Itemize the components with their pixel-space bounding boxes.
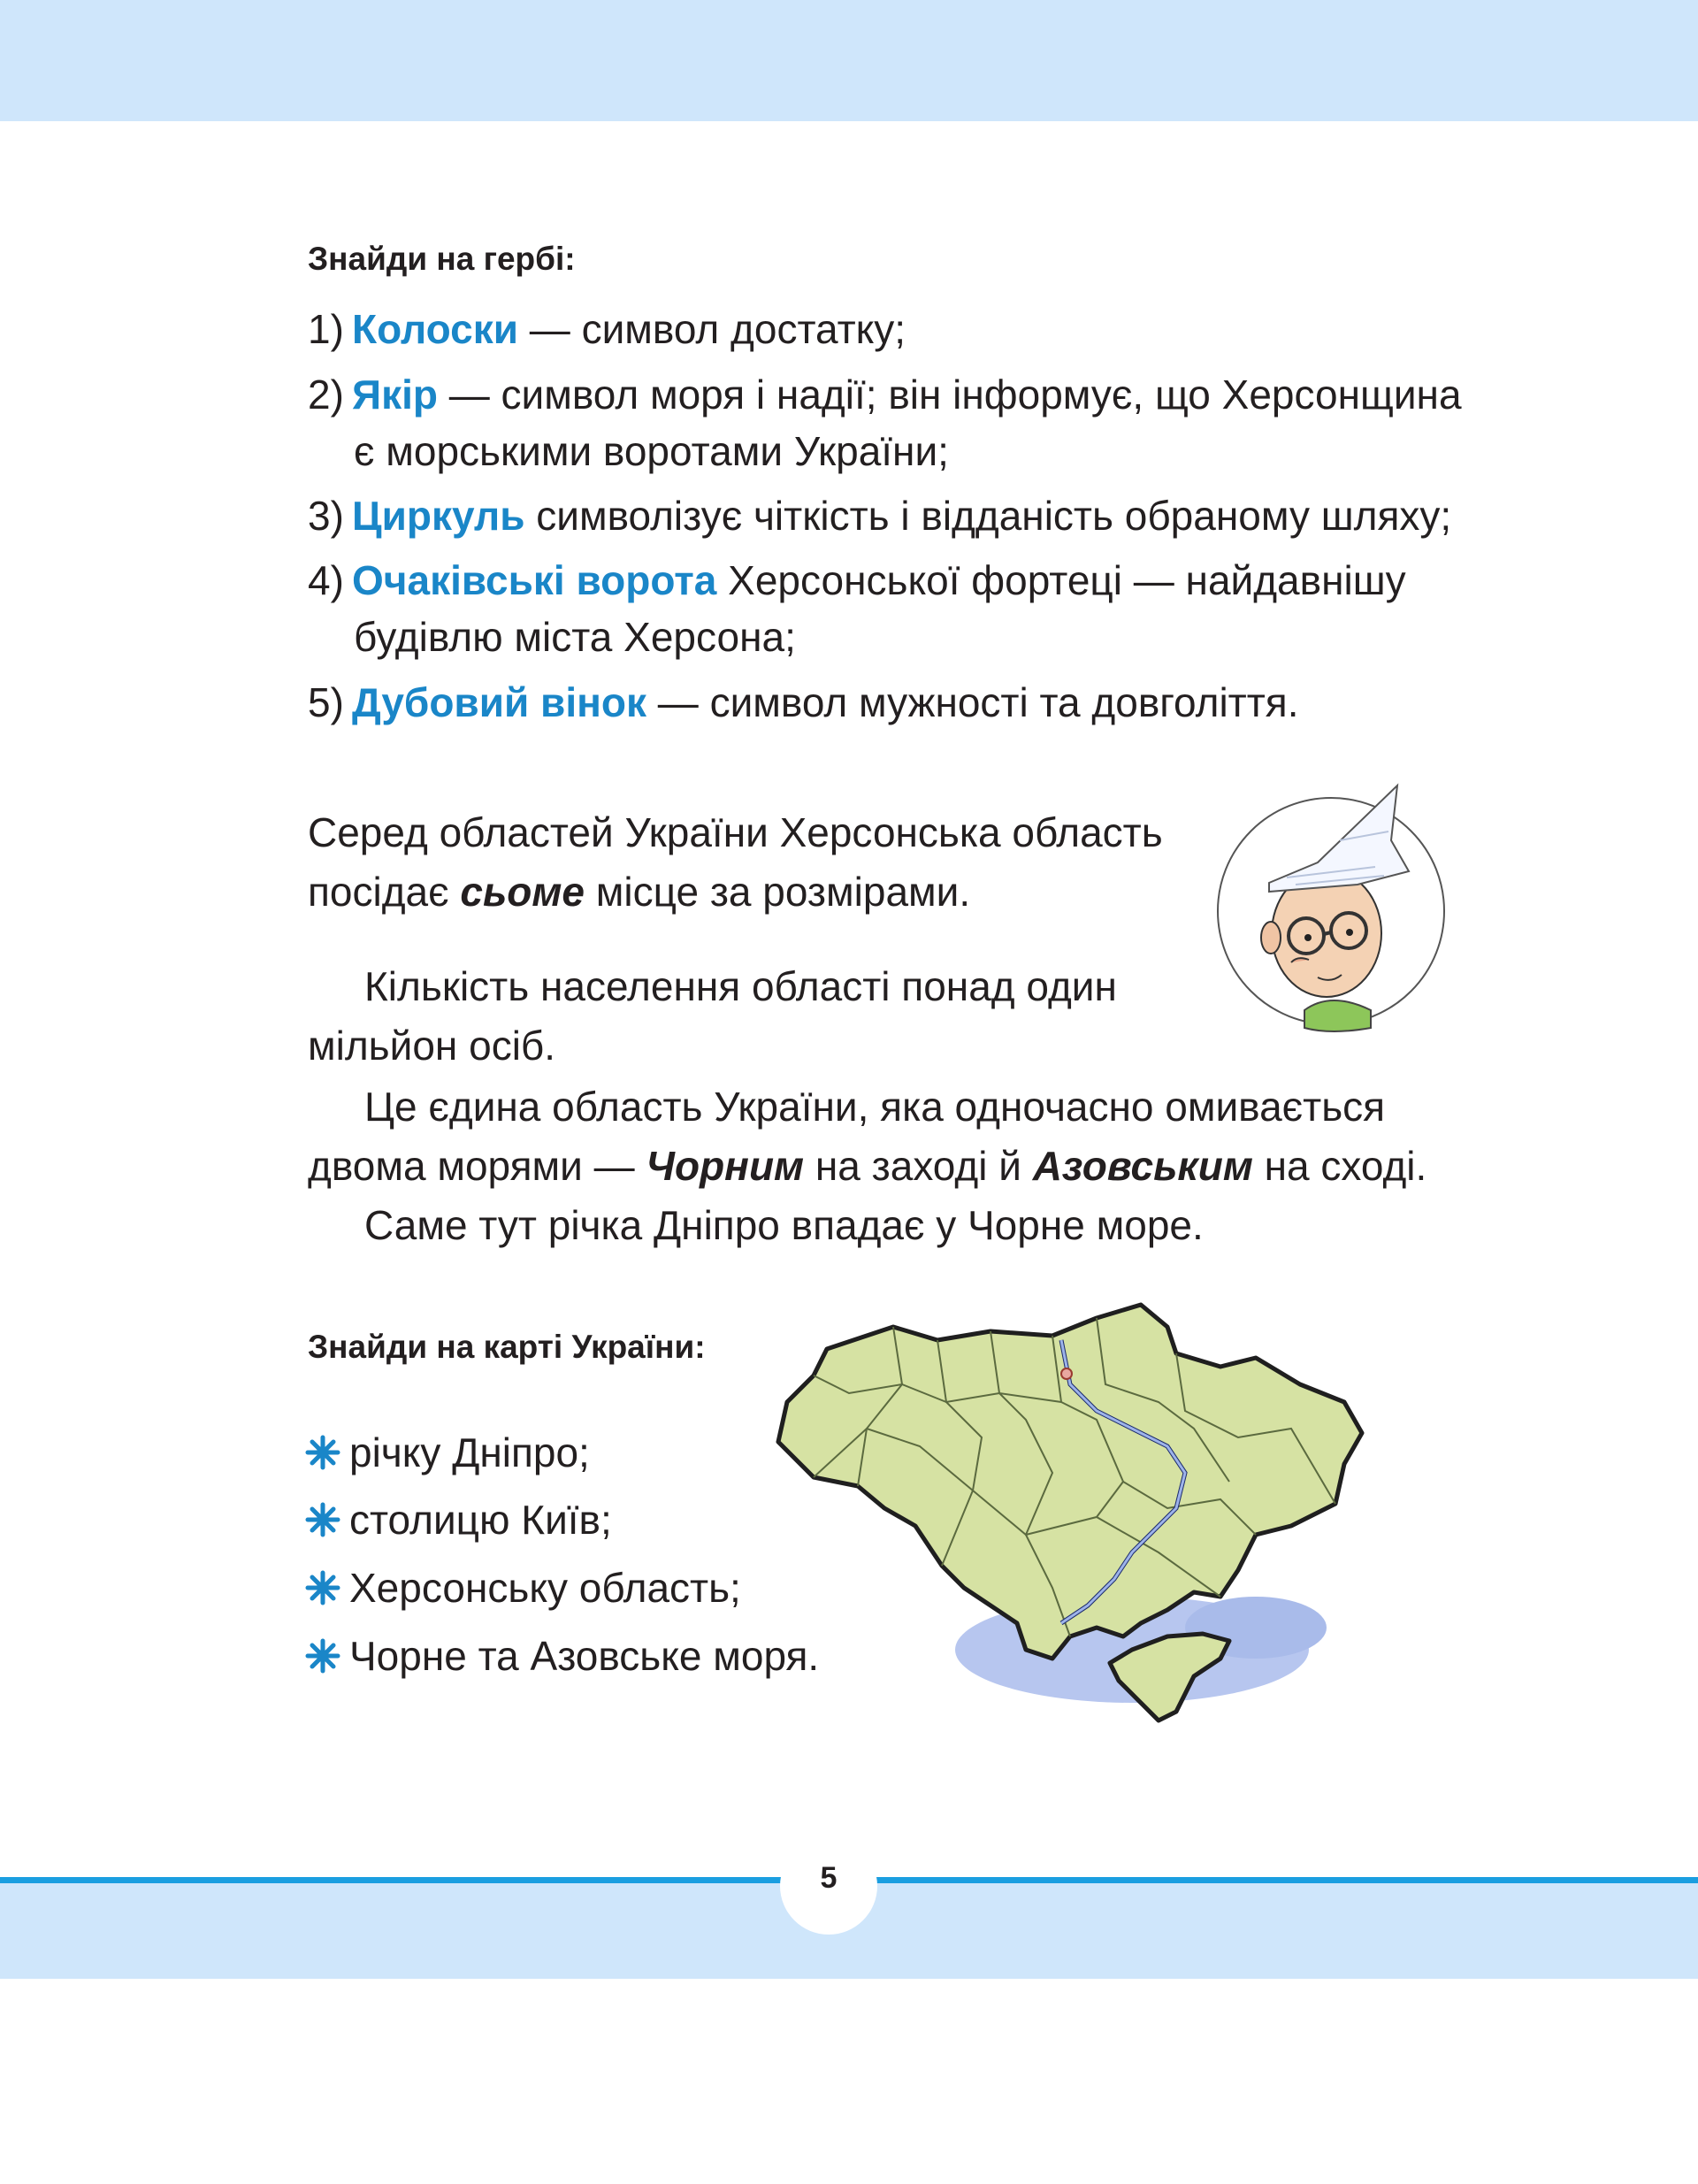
snowflake-bullet-icon	[305, 1435, 340, 1470]
list-item: Херсонську область;	[305, 1559, 741, 1616]
list-item: столицю Київ;	[305, 1491, 612, 1548]
list-item: 1) Колоски — символ достатку;	[308, 306, 906, 352]
snowflake-bullet-icon	[305, 1638, 340, 1674]
fact-population: Кількість населення області понад один мільйон осіб.	[308, 963, 1117, 1069]
list-item: Чорне та Азовське моря.	[305, 1628, 819, 1684]
coat-of-arms-heading: Знайди на гербі:	[308, 241, 576, 277]
fact-size: Серед областей України Херсонська область посідає сьоме місце за розмірами.	[308, 809, 1163, 915]
list-item: 4) Очаківські ворота Херсонської фортеці — найдавнішу будівлю міста Херсона;	[308, 557, 1406, 660]
snowflake-bullet-icon	[305, 1502, 340, 1537]
top-band	[0, 0, 1698, 121]
page-number: 5	[820, 1860, 838, 1895]
list-item: річку Дніпро;	[305, 1424, 590, 1481]
snowflake-bullet-icon	[305, 1570, 340, 1605]
list-item: 2) Якір — символ моря і надії; він інформує, що Херсонщина є морськими воротами України;	[308, 372, 1462, 474]
fact-seas: Це єдина область України, яка одночасно омивається двома морями — Чорним на заході й Азовським на сході. Саме тут річка Дніпро впадає у Чорне море.	[308, 1084, 1427, 1248]
list-item: 5) Дубовий вінок — символ мужності та довголіття.	[308, 679, 1299, 725]
list-item: 3) Циркуль символізує чіткість і відданість обраному шляху;	[308, 493, 1452, 539]
map-task-heading: Знайди на карті України:	[308, 1329, 706, 1365]
page-number-badge	[780, 1837, 877, 1935]
kyiv-marker	[1061, 1368, 1072, 1379]
boy-with-paper-hat-illustration	[1207, 778, 1455, 1035]
ukraine-map	[761, 1287, 1468, 1765]
